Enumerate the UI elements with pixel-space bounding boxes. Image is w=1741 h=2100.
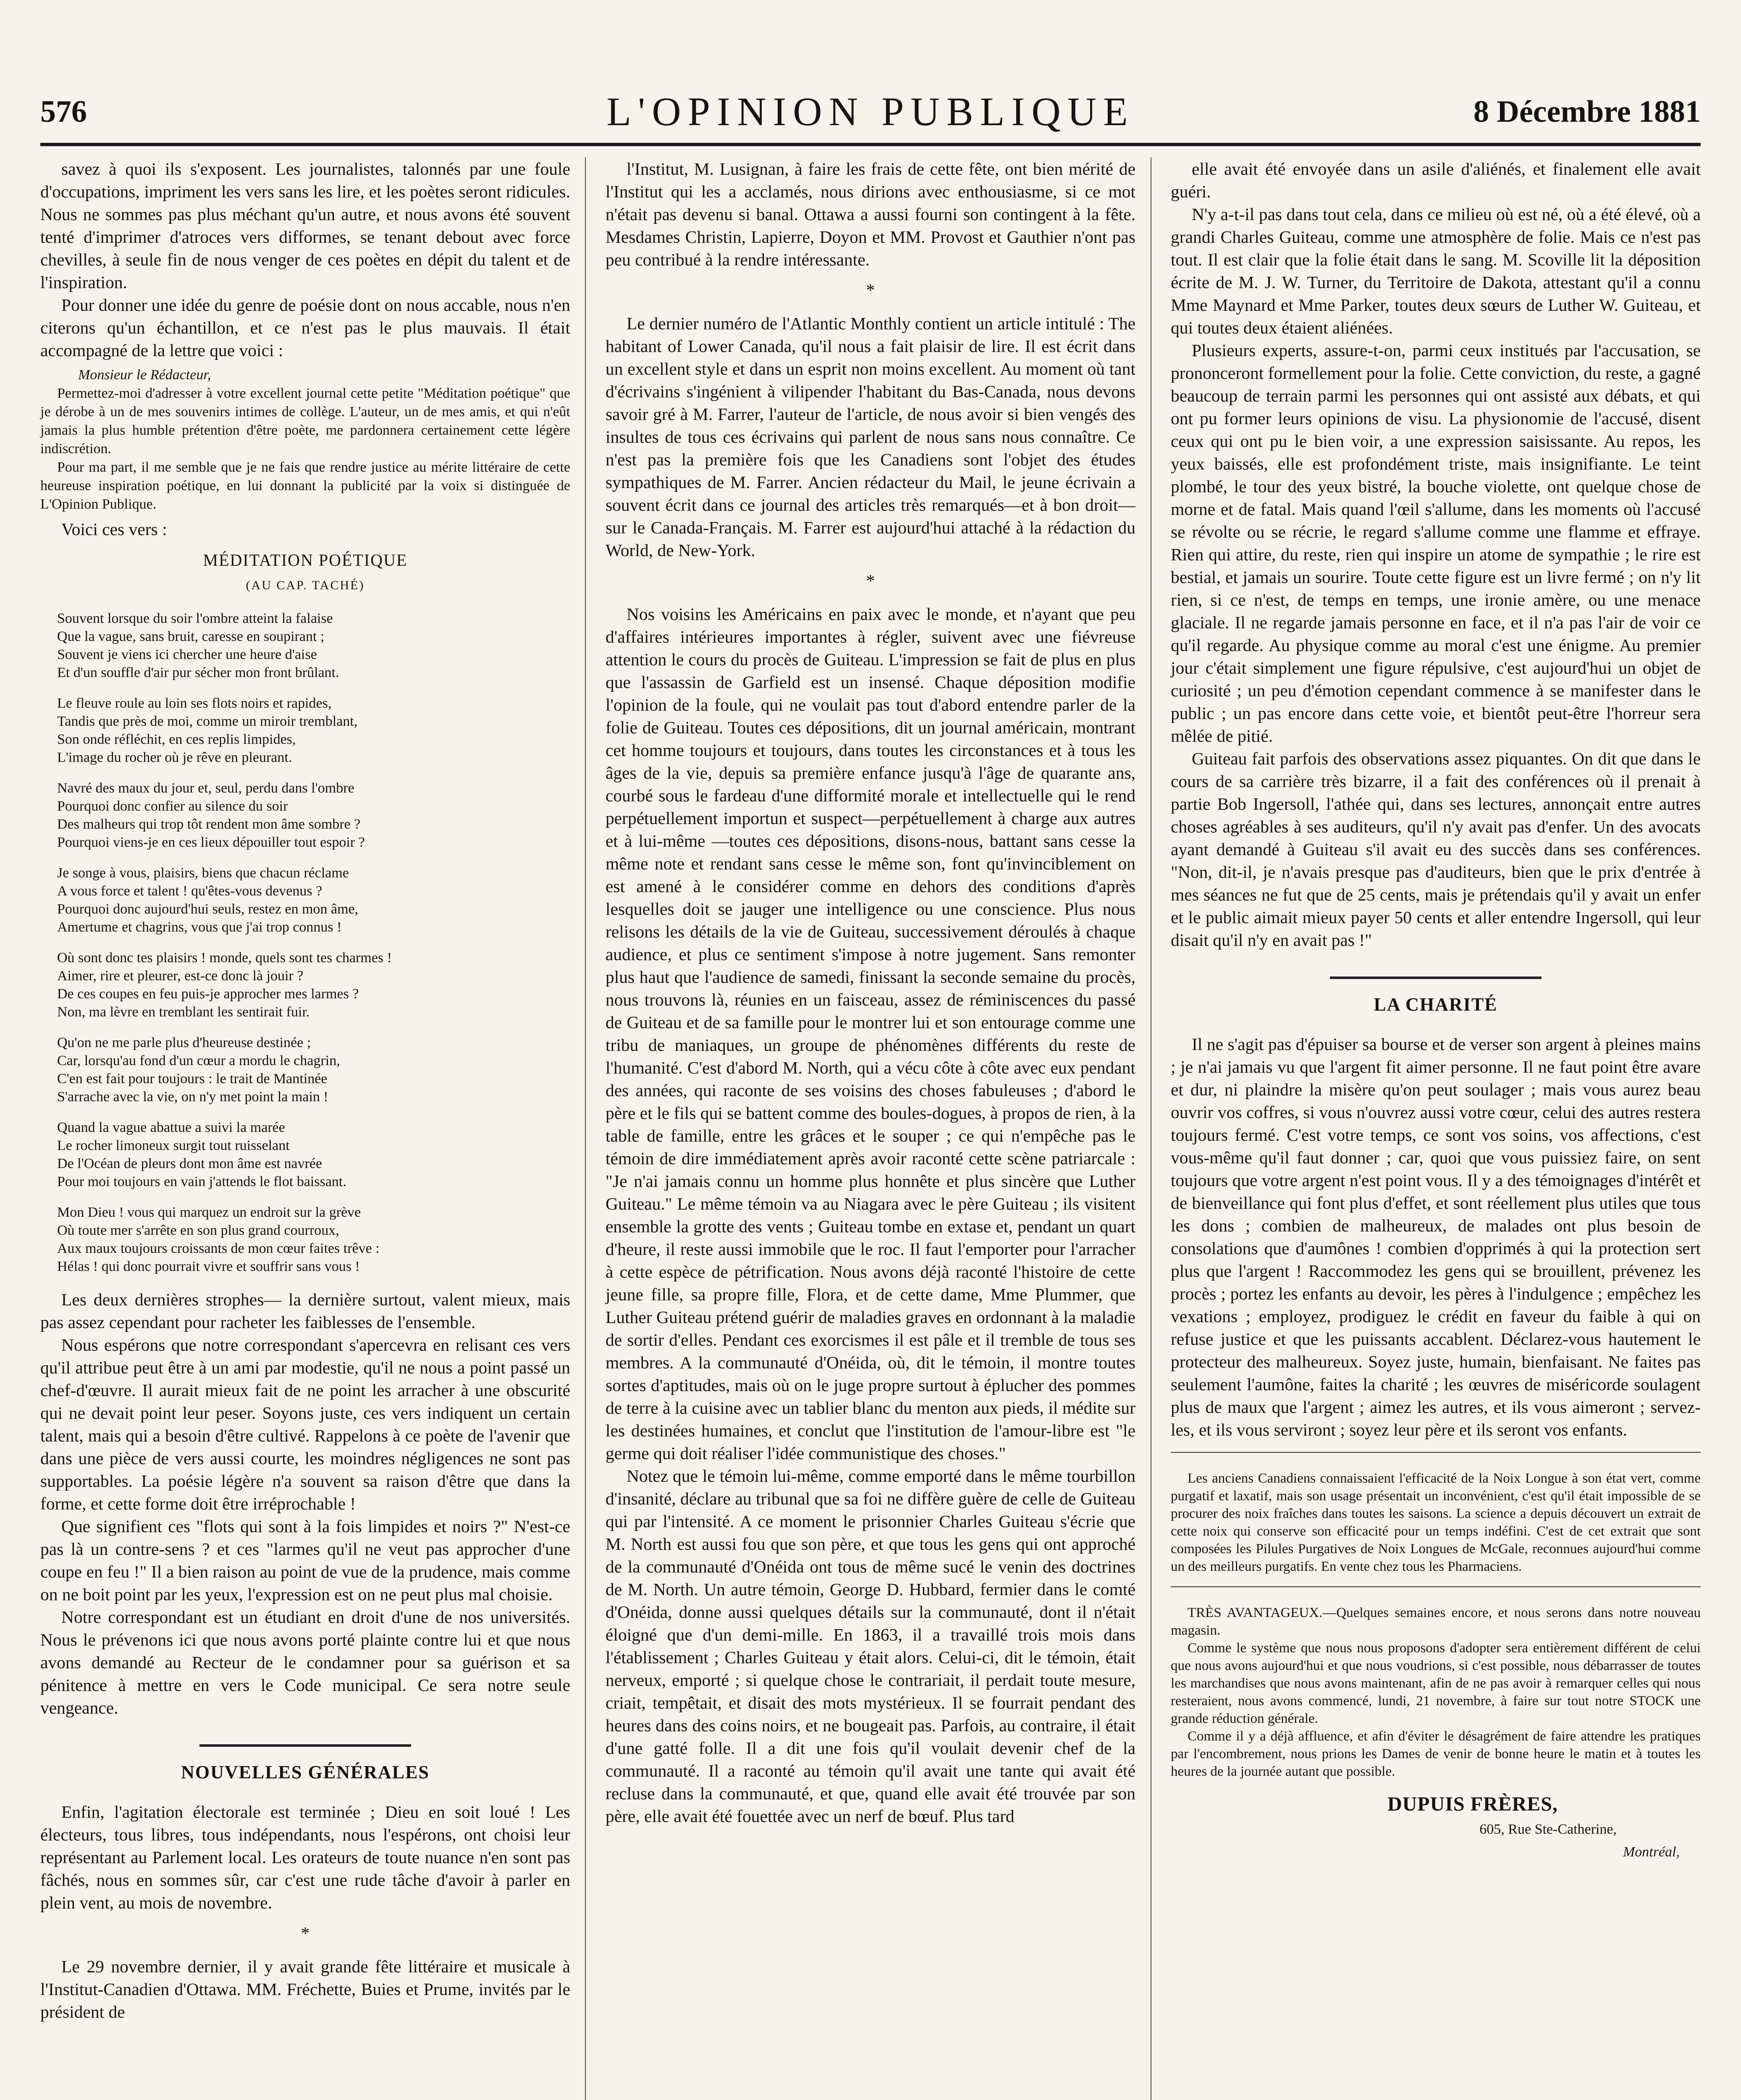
paragraph: Le dernier numéro de l'Atlantic Monthly contient un article intitulé : The habitant of Lower Canada, qu'il nous a fait plaisir de lire. Il est écrit dans un excellent style et dans un esprit non moins excellent. Au moment où tant d'écrivains s'ingénient à vilipender l'habitant du Bas-Canada, nous devons savoir gré à M. Farrer, l'auteur de l'article, de nous avoir si bien vengés des insultes de tous ces écrivains qui parlent de nous sans nous connaître. Ce n'est pas la première fois que les Canadiens sont l'objet des études sympathiques de M. Farrer. Ancien rédacteur du Mail, le jeune écrivain a souvent écrit dans ce journal des articles très remarqués—et à bon droit—sur le Canada-Français. M. Farrer est aujourd'hui attaché à la rédaction du World, de New-York. (606, 314, 1135, 560)
poem-line: Souvent je viens ici chercher une heure d'aise (57, 647, 317, 662)
poem-line: L'image du rocher où je rêve en pleurant. (57, 750, 292, 765)
poem-line: Tandis que près de moi, comme un miroir tremblant, (57, 714, 358, 729)
paragraph: Les deux dernières strophes— la dernière surtout, valent mieux, mais pas assez cependant pour racheter les faiblesses de l'ensemble. (40, 1290, 570, 1332)
advertisement-store (1171, 1604, 1701, 1780)
paragraph: Il ne s'agit pas d'épuiser sa bourse et de verser son argent à pleines mains ; je n'ai jamais vu que l'argent fit aimer personne. Il ne faut point être avare et dur, ni plaindre la misère qu'on peut soulager ; mais vous aurez beau ouvrir vos coffres, si vous n'ouvrez aussi votre cœur, celui des autres restera toujours fermé. C'est votre temps, ce sont vos soins, vos affections, c'est vous-même qu'il faut donner ; car, quoi que vous puissiez faire, on sent toujours que votre argent n'est point vous. Il y a des témoignages d'intérêt et de bienveillance qui font plus d'effet, et sont réellement plus utiles que tous les dons ; combien de malheureux, de malades ont plus besoin de consolations que d'aumônes ! combien d'opprimés à qui la protection sert plus que l'argent ! Raccommodez les gens qui se brouillent, prévenez les procès ; portez les enfants au devoir, les pères à l'indulgence ; empêchez les vexations ; employez, prodiguez le crédit en faveur du faible à qui on refuse justice et que les puissants accablent. Déclarez-vous hautement le protecteur des malheureux. Soyez juste, humain, bienfaisant. Ne faites pas seulement l'aumône, faites la charité ; les œuvres de miséricorde soulagent plus de maux que l'argent ; aimez les autres, et ils vous aimeront ; servez-les, et ils vous serviront ; soyez leur père et ils seront vos enfants. (1171, 1034, 1701, 1439)
poem-line: Quand la vague abattue a suivi la marée (57, 1120, 285, 1135)
poem-line: Pourquoi viens-je en ces lieux dépouiller tout espoir ? (57, 835, 365, 850)
poem-stanza (57, 694, 570, 766)
poem-line: Pourquoi donc aujourd'hui seuls, restez en mon âme, (57, 901, 359, 917)
poem-line: Aux maux toujours croissants de mon cœur faites trêve : (57, 1241, 380, 1256)
asterism: * (301, 1924, 310, 1943)
poem-line: Et d'un souffle d'air pur sécher mon front brûlant. (57, 665, 339, 680)
paragraph: Plusieurs experts, assure-t-on, parmi ceux institués par l'accusation, se prononceront formellement pour la folie. Cette conviction, du reste, a gagné beaucoup de terrain parmi les personnes qui ont assisté aux débats, et qui ont pu former leurs opinions de visu. La physionomie de l'accusé, disent ceux qui ont pu le bien voir, a une expression saisissante. Au repos, les yeux baissés, elle est profondément triste, mais insignifiante. Le teint plombé, le tour des yeux bistré, la bouche violette, ont quelque chose de morne et de fatal. Mais quand l'œil s'allume, dans les moments où l'accusé se révolte ou se récrie, le regard s'allume comme une flamme et effraye. Rien qui attire, du reste, rien qui inspire un atome de sympathie ; le rire est bestial, et jamais un sourire. Toute cette figure est un livre fermé ; on n'y lit rien, si ce n'est, de temps en temps, une ironie amère, ou une menace glaciale. Il ne regarde jamais personne en face, et il n'a pas l'air de voir ce qu'il regarde. Au physique comme au moral c'est une énigme. Au premier jour c'était simplement une figure répulsive, c'est aujourd'hui un objet de curiosité ; un peu d'émotion cependant commence à se manifester dans le public ; un pas encore dans cette voie, et bientôt peut-être l'horreur sera mêlée de pitié. (1171, 341, 1701, 746)
poem-stanza (57, 1118, 570, 1191)
section-rule (1330, 976, 1542, 979)
column-divider (585, 158, 586, 2100)
letter-salutation: Monsieur le Rédacteur, (78, 367, 211, 383)
poem (57, 609, 570, 1276)
paragraph: l'Institut, M. Lusignan, à faire les frais de cette fête, ont bien mérité de l'Institut qui les a acclamés, nous dirions avec enthousiasme, si ce mot n'était pas devenu si banal. Ottawa a aussi fourni son contingent à la fête. Mesdames Christin, Lapierre, Doyon et MM. Provost et Gauthier n'ont pas peu contribué à la rendre intéressante. (606, 159, 1135, 269)
poem-line: Que la vague, sans bruit, caresse en soupirant ; (57, 629, 325, 644)
paragraph: Nos voisins les Américains en paix avec le monde, et n'ayant que peu d'affaires intérieures importantes à régler, suivent avec une fiévreuse attention le cours du procès de Guiteau. L'impression se fait de plus en plus que l'assassin de Garfield est un insensé. Chaque déposition modifie l'opinion de la foule, qui ne voulait pas tout d'abord entendre parler de la folie de Guiteau. Toutes ces dépositions, dit un journal américain, montrant cet homme toujours et toujours, dans toutes les circonstances et à tous les âges de la vie, depuis sa première enfance jusqu'à l'âge de quarante ans, courbé sous le fardeau d'une difformité morale et intellectuelle qui le rend perpétuellement importun et suspect—perpétuellement à charge aux autres et à lui-même —toutes ces dépositions, disons-nous, battant sans cesse la même note et rendant sans cesse le même son, font qu'invinciblement on est amené à le considérer comme en dehors des conditions d'après lesquelles doit se jauger une intelligence ou une conscience. Plus nous relisons les détails de la vie de Guiteau, successivement déroulés à chaque audience, et plus ce sentiment s'impose à notre jugement. Sans remonter plus haut que l'audience de samedi, finissant la seconde semaine du procès, nous trouvons là, réunies en un faisceau, assez de réminiscences du passé de Guiteau et de sa famille pour le montrer lui et son entourage comme une tribu de maniaques, un groupe de phénomènes différents du reste de l'humanité. C'est d'abord M. North, qui a vécu côte à côte avec eux pendant des années, qui raconte de ses voisins des choses fabuleuses ; d'abord le père et le fils qui se battent comme des boules-dogues, à propos de rien, à la table de famille, entre les grâces et le souper ; ce qui n'empêche pas le témoin de dire immédiatement après avoir raconté cette scène patriarcale : "Je n'ai jamais connu un homme plus honnête et plus sincère que Luther Guiteau." Le même témoin va au Niagara avec le père Guiteau ; ils visitent ensemble la grotte des vents ; Guiteau tombe en extase et, pendant un quart d'heure, il reste aussi immobile que le roc. Il faut l'emporter pour l'arracher à cette espèce de pétrification. Nous avons déjà raconté l'histoire de cette jeune fille, sa propre fille, Flora, et de cette dame, Mme Plummer, que Luther Guiteau prétend guérir de maladies graves en ordonnant à la maladie de sortir d'elles. Pendant ces exorcismes il est pâle et il tremble de tous ses membres. A la communauté d'Onéida, où, dit le témoin, il montre toutes sortes d'aptitudes, mais où on le juge propre surtout à éplucher des pommes de terre à la cuisine avec un tablier blanc du menton aux pieds, il médite sur les destinées humaines, et conclut que l'institution de l'amour-libre est "le germe qui doit réaliser l'idée communistique des choses." (606, 604, 1135, 1463)
poem-stanza (57, 1203, 570, 1276)
poem-line: C'en est fait pour toujours : le trait de Mantinée (57, 1071, 328, 1087)
paragraph: Voici ces vers : (61, 520, 167, 539)
column-1 (40, 158, 570, 2023)
paragraph: Le 29 novembre dernier, il y avait grande fête littéraire et musicale à l'Institut-Canadien d'Ottawa. MM. Fréchette, Buies et Prume, invités par le président de (40, 1957, 570, 2021)
page-header (40, 88, 1701, 134)
poem-line: Des malheurs qui trop tôt rendent mon âme sombre ? (57, 816, 361, 832)
poem-line: Hélas ! qui donc pourrait vivre et souffrir sans vous ! (57, 1259, 360, 1274)
paragraph: Que signifient ces "flots qui sont à la fois limpides et noirs ?" N'est-ce pas là un contre-sens ? et ces "larmes qu'il ne veut pas approcher d'une coupe en feu !" Il a bien raison au point de vue de la prudence, mais comme on ne boit point par les yeux, l'expression est on ne peut plus mal choisie. (40, 1517, 570, 1604)
poem-line: Navré des maux du jour et, seul, perdu dans l'ombre (57, 780, 354, 796)
poem-line: Je songe à vous, plaisirs, biens que chacun réclame (57, 865, 349, 881)
poem-line: Mon Dieu ! vous qui marquez un endroit sur la grève (57, 1205, 361, 1220)
ad-paragraph: Comme le système que nous nous proposons d'adopter sera entièrement différent de celui que nous avons aujourd'hui et que nous voudrions, si c'est possible, nous débarrasser de toutes les marchandises que nous avons maintenant, afin de ne pas avoir à remarquer celles qui nous resteraient, nous avons commencé, lundi, 21 novembre, à faire sur tout notre STOCK une grande réduction générale. (1171, 1641, 1701, 1726)
poem-stanza (57, 949, 570, 1021)
poem-line: De l'Océan de pleurs dont mon âme est navrée (57, 1156, 323, 1171)
asterism: * (866, 572, 875, 591)
page-number: 576 (40, 94, 87, 129)
advertisement-pills (1171, 1470, 1701, 1575)
masthead-title: L'OPINION PUBLIQUE (606, 89, 1135, 134)
poem-line: Son onde réfléchit, en ces replis limpides, (57, 732, 296, 747)
poem-line: Car, lorsqu'au fond d'un cœur a mordu le chagrin, (57, 1053, 340, 1068)
poem-title: MÉDITATION POÉTIQUE (203, 551, 408, 570)
poem-dedication: (AU CAP. TACHÉ) (246, 578, 365, 592)
paragraph: Guiteau fait parfois des observations assez piquantes. On dit que dans le cours de sa carrière très bizarre, il a fait des conférences où il prenait à partie Bob Ingersoll, l'athée qui, dans ses lectures, annonçait entre autres choses agréables à ses auditeurs, qu'il n'y avait pas d'enfer. Un des avocats ayant demandé à Guiteau s'il avait eu des succès dans ses conférences. "Non, dit-il, je n'avais presque pas d'auditeurs, bien que le prix d'entrée à mes séances ne fut que de 25 cents, mais je prétendais qu'il y avait un enfer et le public aimait mieux payer 50 cents et aller entendre Ingersoll, qui leur disait qu'il n'y en avait pas !" (1171, 749, 1701, 950)
poem-line: Non, ma lèvre en tremblant les sentirait fuir. (57, 1004, 310, 1020)
poem-stanza (57, 1034, 570, 1106)
advertiser-signature: DUPUIS FRÈRES, (1387, 1793, 1558, 1815)
paragraph: elle avait été envoyée dans un asile d'aliénés, et finalement elle avait guéri. (1171, 159, 1701, 201)
poem-stanza (57, 779, 570, 851)
poem-line: S'arrache avec la vie, on n'y met point la main ! (57, 1089, 328, 1105)
reader-letter (40, 366, 570, 514)
poem-stanza (57, 609, 570, 682)
poem-line: A vous force et talent ! qu'êtes-vous devenus ? (57, 883, 323, 899)
paragraph: Enfin, l'agitation électorale est terminée ; Dieu en soit loué ! Les électeurs, tous libres, tous indépendants, nous l'espérons, ont choisi leur représentant au Parlement local. Les orateurs de toute nuance n'en sont pas fâchés, nous en sommes sûr, car c'est une rude tâche d'avoir à parler en plein vent, au mois de novembre. (40, 1802, 570, 1912)
divider (1171, 1586, 1701, 1587)
ad-paragraph: Les anciens Canadiens connaissaient l'efficacité de la Noix Longue à son état vert, comme purgatif et laxatif, mais son usage présentait un inconvénient, c'est qu'il était impossible de se procurer des noix fraîches dans toutes les saisons. La science a depuis découvert un extrait de cette noix qui conserve son efficacité pour un temps indéfini. C'est de cet extrait que sont composées les Pilules Purgatives de Noix Longues de McGale, reconnues aujourd'hui comme un des meilleurs purgatifs. En vente chez tous les Pharmaciens. (1171, 1471, 1701, 1574)
poem-line: Le rocher limoneux surgit tout ruisselant (57, 1138, 290, 1153)
poem-line: De ces coupes en feu puis-je approcher mes larmes ? (57, 986, 359, 1002)
ad-paragraph: TRÈS AVANTAGEUX.—Quelques semaines encore, et nous serons dans notre nouveau magasin. (1171, 1605, 1701, 1638)
advertiser-city: Montréal, (1623, 1844, 1680, 1860)
poem-line: Où sont donc tes plaisirs ! monde, quels sont tes charmes ! (57, 950, 392, 966)
poem-stanza (57, 864, 570, 936)
header-rule (40, 143, 1701, 146)
asterism: * (866, 281, 875, 300)
poem-line: Où toute mer s'arrête en son plus grand courroux, (57, 1223, 339, 1238)
poem-line: Qu'on ne me parle plus d'heureuse destinée ; (57, 1035, 311, 1050)
paragraph: Notez que le témoin lui-même, comme emporté dans le même tourbillon d'insanité, déclare au tribunal que sa foi ne diffère guère de celle de Guiteau qui par l'intensité. A ce moment le prisonnier Charles Guiteau s'écrie que M. North est aussi fou que son père, et que tous les gens qui ont approché de la communauté d'Onéida ont tous de même sucé le venin des doctrines de M. North. Un autre témoin, George D. Hubbard, fermier dans le comté d'Onéida, donne aussi quelques détails sur la communauté, dont il n'était éloigné que d'un demi-mille. En 1863, il a travaillé trois mois dans l'établissement ; Charles Guiteau y était alors. Celui-ci, dit le témoin, était nerveux, emporté ; si quelque chose le contrariait, il perdait toute mesure, criait, tempêtait, et disait des mots mystérieux. Il se fourrait pendant des heures dans des coins noirs, et ne bougeait pas. Parfois, au contraire, il était d'une gatté folle. Il a dit une fois qu'il voulait devenir chef de la communauté. Il a raconté au témoin qu'il avait une tante qui avait été recluse dans la communauté, et que, quand elle avait été trouvée par son père, elle avait été fouettée avec un nerf de bœuf. Plus tard (606, 1466, 1135, 1826)
issue-date: 8 Décembre 1881 (1473, 94, 1701, 129)
poem-line: Aimer, rire et pleurer, est-ce donc là jouir ? (57, 968, 304, 984)
section-rule (199, 1744, 412, 1747)
paragraph: Nous espérons que notre correspondant s'apercevra en relisant ces vers qu'il attribue peut être à un ami par modestie, qu'il ne nous a point passé un chef-d'œuvre. Il aurait mieux fait de ne point les arracher à une obscurité qui ne devait point leur peser. Soyons juste, ces vers indiquent un certain talent, mais qui a besoin d'être cultivé. Rappelons à ce poète de l'avenir que dans une pièce de vers aussi courte, les moindres négligences ne sont pas supportables. La poésie légère n'a souvent sa raison d'être que dans la forme, et cette forme doit être irréprochable ! (40, 1335, 570, 1513)
poem-line: Le fleuve roule au loin ses flots noirs et rapides, (57, 696, 332, 711)
advertiser-address: 605, Rue Ste-Catherine, (1479, 1822, 1617, 1837)
poem-line: Souvent lorsque du soir l'ombre atteint la falaise (57, 611, 333, 626)
column-3 (1171, 158, 1701, 1864)
paragraph: N'y a-t-il pas dans tout cela, dans ce milieu où est né, où a été élevé, où a grandi Charles Guiteau, comme une atmosphère de folie. Mais ce n'est pas tout. Il est clair que la folie était dans le sang. M. Scoville lit la déposition écrite de M. J. W. Turner, du Territoire de Dakota, attestant qu'il a connu Mme Maynard et Mme Parker, toutes deux sœurs de Luther W. Guiteau, et qui toutes deux étaient aliénées. (1171, 205, 1701, 337)
column-2 (606, 158, 1135, 1827)
letter-paragraph: Pour ma part, il me semble que je ne fais que rendre justice au mérite littéraire de cette heureuse inspiration poétique, en lui donnant la publicité par la voix si distinguée de L'Opinion Publique. (40, 459, 570, 512)
letter-paragraph: Permettez-moi d'adresser à votre excellent journal cette petite "Méditation poétique" que je dérobe à un de mes souvenirs intimes de collège. L'auteur, un de mes amis, et qui n'eût jamais la plus humble prétention d'être poète, me pardonnera certainement cette légère indiscrétion. (40, 386, 570, 457)
ad-paragraph: Comme il y a déjà affluence, et afin d'éviter le désagrément de faire attendre les pratiques par l'encombrement, nous prions les Dames de venir de bonne heure le matin et à toutes les heures de la journée autant que possible. (1171, 1729, 1701, 1779)
paragraph: Notre correspondant est un étudiant en droit d'une de nos universités. Nous le prévenons ici que nous avons porté plainte contre lui et que nous avons demandé au Recteur de le condamner pour sa guérison et sa pénitence à mettre en vers le Code municipal. Ce sera notre seule vengeance. (40, 1607, 570, 1717)
poem-line: Amertume et chagrins, vous que j'ai trop connus ! (57, 919, 342, 935)
divider (1171, 1452, 1701, 1453)
paragraph: Pour donner une idée du genre de poésie dont on nous accable, nous n'en citerons qu'un échantillon, et ce n'est pas le plus mauvais. Il était accompagné de la lettre que voici : (40, 295, 570, 360)
paragraph: savez à quoi ils s'exposent. Les journalistes, talonnés par une foule d'occupations, impriment les vers sans les lire, et les poètes seront ridicules. Nous ne sommes pas plus méchant qu'un autre, et nous avons été souvent tenté d'imprimer d'atroces vers difformes, se tenant debout avec force chevilles, à seule fin de nous venger de ces poètes en dépit du talent et de l'inspiration. (40, 159, 570, 292)
section-heading: LA CHARITÉ (1374, 994, 1498, 1015)
poem-line: Pour moi toujours en vain j'attends le flot baissant. (57, 1174, 346, 1189)
poem-line: Pourquoi donc confier au silence du soir (57, 798, 288, 814)
section-heading: NOUVELLES GÉNÉRALES (181, 1762, 430, 1782)
